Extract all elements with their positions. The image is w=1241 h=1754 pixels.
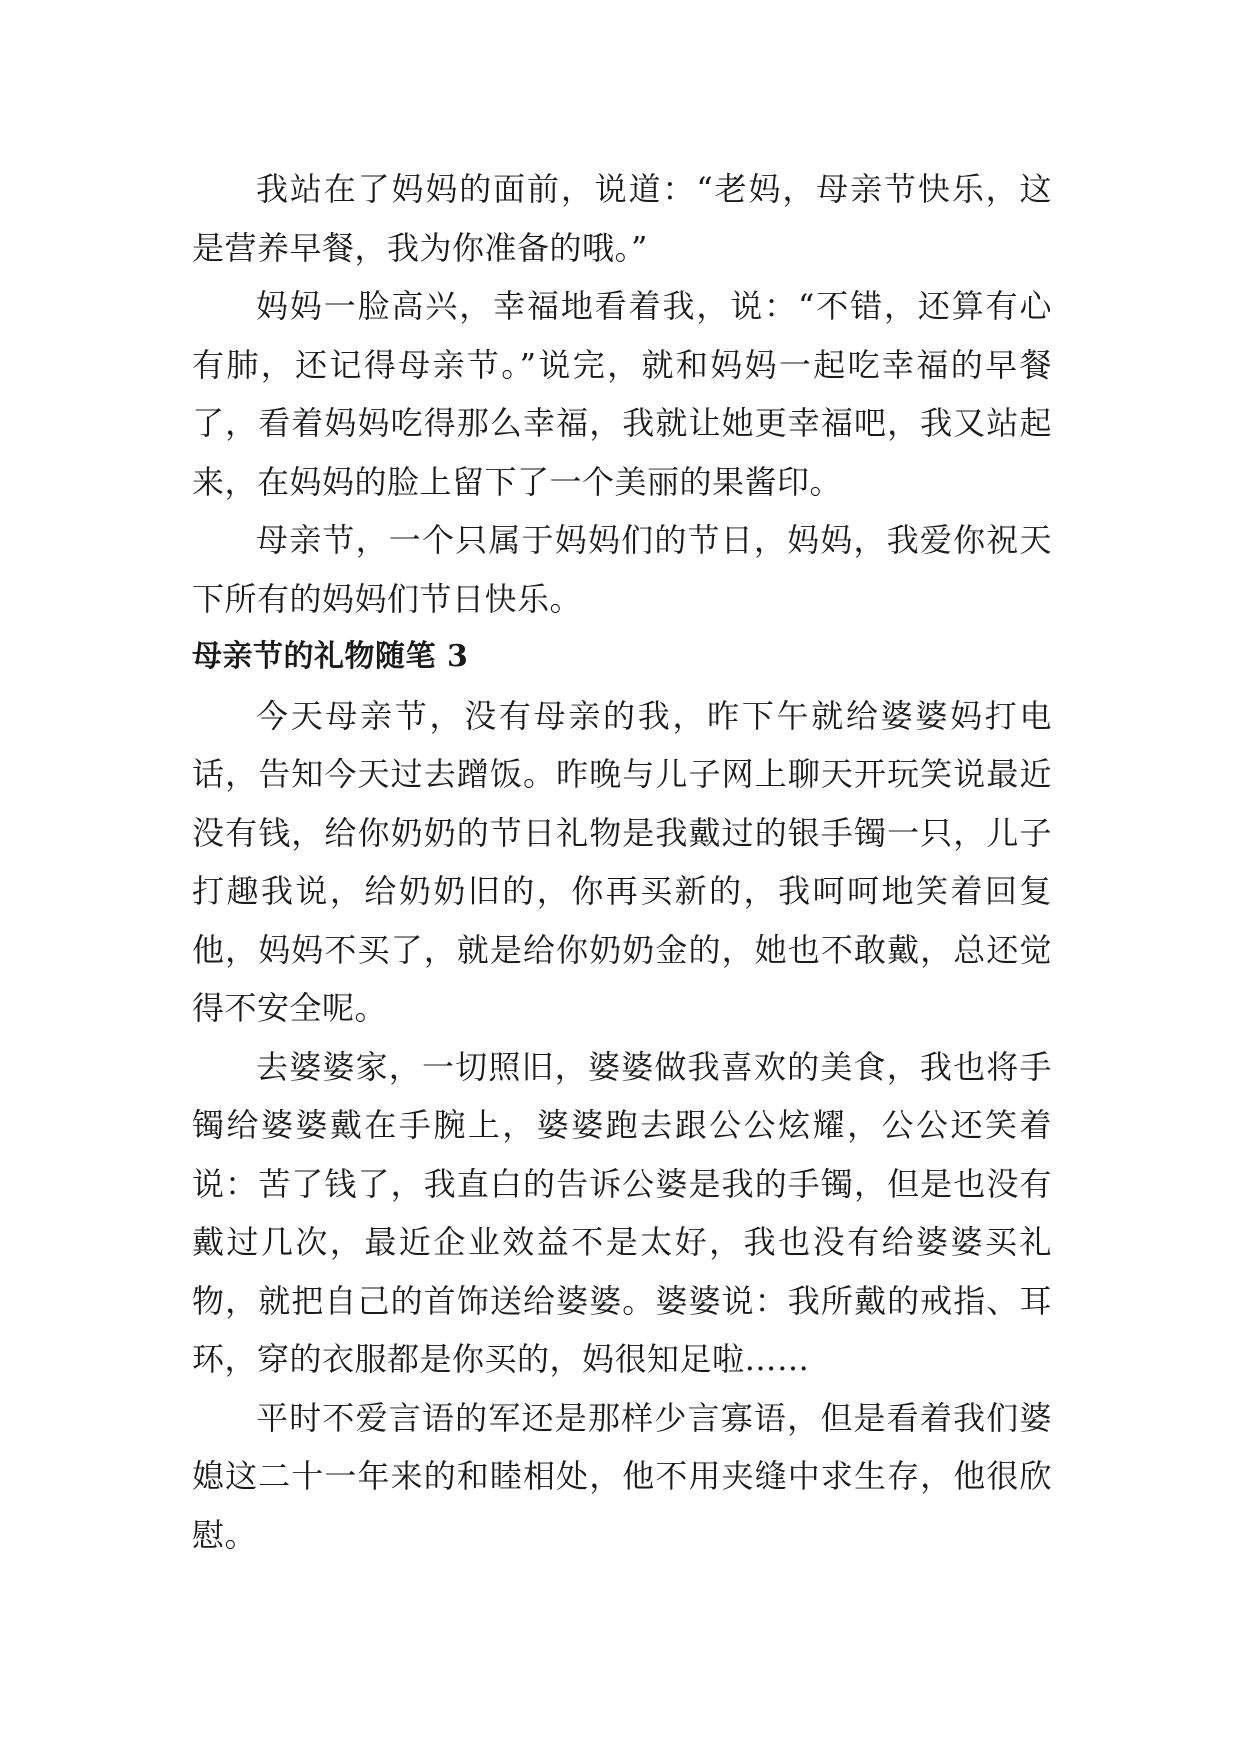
section-title: 母亲节的礼物随笔 3 (192, 639, 469, 674)
paragraph: 平时不爱言语的军还是那样少言寡语，但是看着我们婆媳这二十一年来的和睦相处，他不用夹缝中求生存，他很欣慰。 (192, 1398, 1052, 1554)
document-page (192, 160, 1052, 1564)
paragraph: 母亲节，一个只属于妈妈们的节日，妈妈，我爱你祝天下所有的妈妈们节日快乐。 (192, 521, 1052, 618)
paragraph: 去婆婆家，一切照旧，婆婆做我喜欢的美食，我也将手镯给婆婆戴在手腕上，婆婆跑去跟公公炫耀，公公还笑着说：苦了钱了，我直白的告诉公婆是我的手镯，但是也没有戴过几次，最近企业效益不是太好，我也没有给婆婆买礼物，就把自己的首饰送给婆婆。婆婆说：我所戴的戒指、耳环，穿的衣服都是你买的，妈很知足啦…… (192, 1047, 1052, 1378)
paragraph: 妈妈一脸高兴，幸福地看着我，说：“不错，还算有心有肺，还记得母亲节。”说完，就和妈妈一起吃幸福的早餐了，看着妈妈吃得那么幸福，我就让她更幸福吧，我又站起来，在妈妈的脸上留下了一个美丽的果酱印。 (192, 287, 1052, 501)
paragraph: 我站在了妈妈的面前，说道：“老妈，母亲节快乐，这是营养早餐，我为你准备的哦。” (192, 170, 1052, 267)
paragraph: 今天母亲节，没有母亲的我，昨下午就给婆婆妈打电话，告知今天过去蹭饭。昨晚与儿子网上聊天开玩笑说最近没有钱，给你奶奶的节日礼物是我戴过的银手镯一只，儿子打趣我说，给奶奶旧的，你再买新的，我呵呵地笑着回复他，妈妈不买了，就是给你奶奶金的，她也不敢戴，总还觉得不安全呢。 (192, 696, 1052, 1027)
